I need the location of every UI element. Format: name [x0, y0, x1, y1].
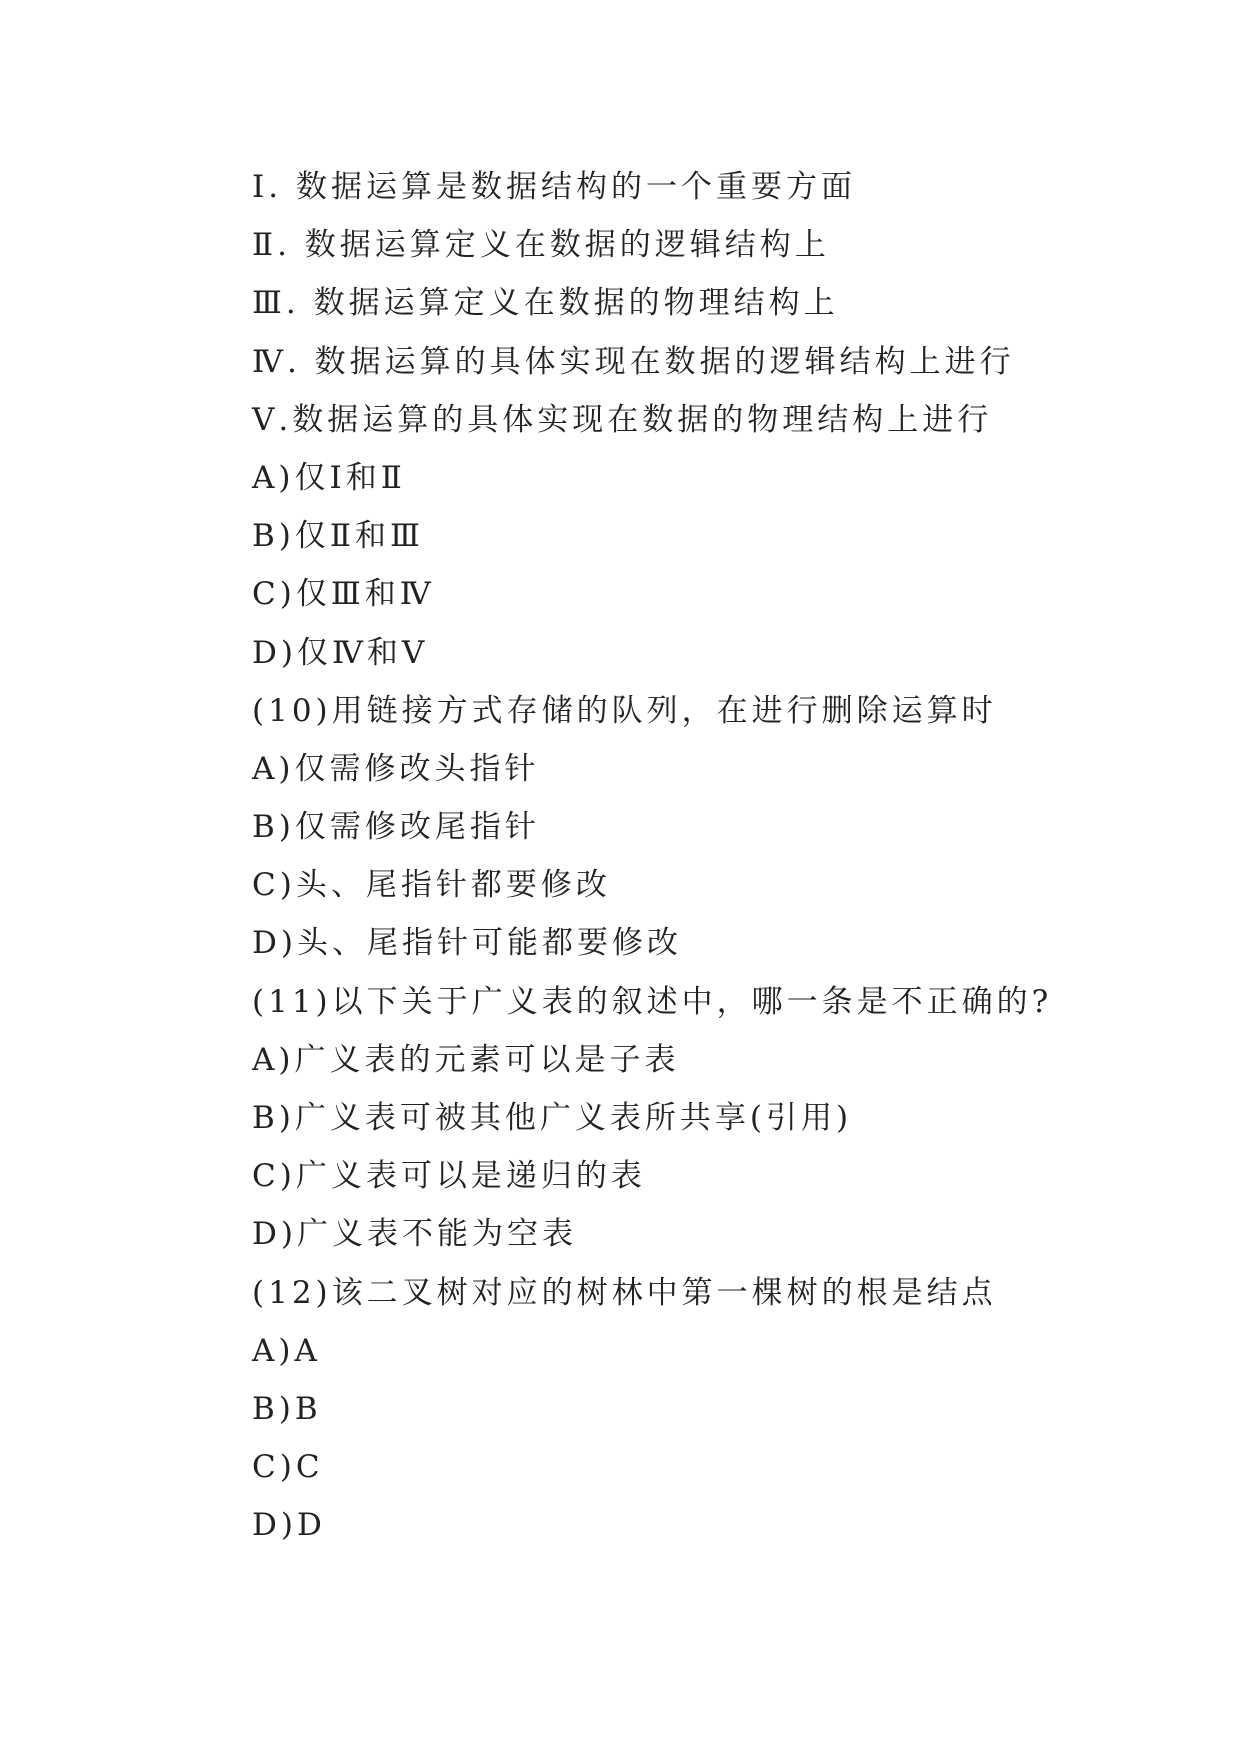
question-11: (11)以下关于广义表的叙述中，哪一条是不正确的? [252, 983, 1053, 1020]
q12-option-d: D)D [252, 1507, 326, 1544]
q11-option-a: A)广义表的元素可以是子表 [252, 1041, 680, 1078]
q12-option-c: C)C [252, 1449, 324, 1486]
statement-i: Ⅰ. 数据运算是数据结构的一个重要方面 [252, 169, 856, 205]
statement-v: Ⅴ.数据运算的具体实现在数据的物理结构上进行 [252, 401, 993, 438]
document-body [252, 158, 1152, 1555]
q12-option-b: B)B [252, 1390, 322, 1427]
question-12: (12)该二叉树对应的树林中第一棵树的根是结点 [252, 1274, 997, 1311]
q9-option-d: D)仅Ⅳ和Ⅴ [252, 634, 429, 671]
q11-option-c: C)广义表可以是递归的表 [252, 1158, 646, 1195]
q9-option-b: B)仅Ⅱ和Ⅲ [252, 518, 424, 555]
q9-option-a: A)仅Ⅰ和Ⅱ [252, 459, 406, 496]
q10-option-c: C)头、尾指针都要修改 [252, 867, 611, 904]
q10-option-a: A)仅需修改头指针 [252, 750, 540, 787]
q9-option-c: C)仅Ⅲ和Ⅳ [252, 576, 435, 613]
statement-iii: Ⅲ. 数据运算定义在数据的物理结构上 [252, 285, 839, 322]
q10-option-b: B)仅需修改尾指针 [252, 809, 540, 846]
statement-ii: Ⅱ. 数据运算定义在数据的逻辑结构上 [252, 227, 830, 264]
q11-option-b: B)广义表可被其他广义表所共享(引用) [252, 1100, 853, 1136]
q11-option-d: D)广义表不能为空表 [252, 1216, 577, 1253]
statement-iv: Ⅳ. 数据运算的具体实现在数据的逻辑结构上进行 [252, 343, 1015, 380]
q12-option-a: A)A [252, 1332, 321, 1369]
question-10: (10)用链接方式存储的队列，在进行删除运算时 [252, 692, 997, 729]
q10-option-d: D)头、尾指针可能都要修改 [252, 925, 682, 962]
